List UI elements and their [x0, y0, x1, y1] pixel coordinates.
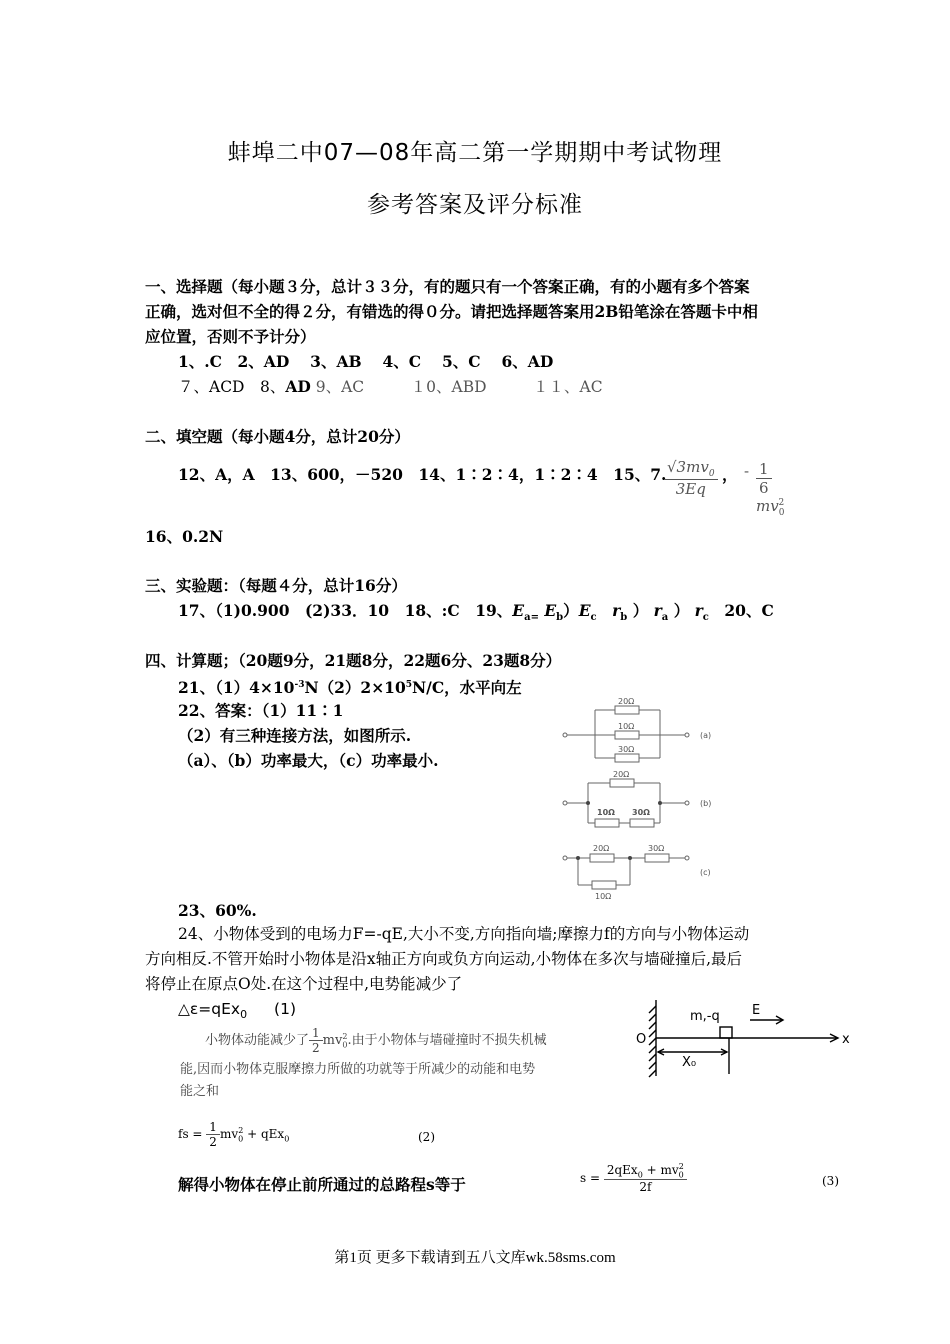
- section3-answers: 17、（1)0.900 (2)33．10 18、:C 19、$E_{a=}$ $E_b)E_c$ $r_b$ ） $r_a$ ） $r_c$ 20、C: [178, 601, 774, 624]
- circuit-c-r3: 10Ω: [595, 892, 612, 901]
- circuit-a-r3: 30Ω: [618, 745, 635, 754]
- circuit-a-label: (a): [700, 731, 712, 740]
- section1-answers-row2: ７、ACD 8、AD 9、AC １0、ABD １１、AC: [178, 377, 603, 396]
- section3-heading: 三、实验题：（每题４分，总计16分）: [145, 576, 407, 595]
- answer-22: 22、答案：（1）11∶1: [178, 701, 344, 720]
- answer-22-3: （a）、（b）功率最大，（c）功率最小.: [178, 751, 439, 770]
- kinetic-line1: 小物体动能减少了 $\frac{1}{2}$ $mv_0^2$.由于小物体与墙碰撞时不损失机械: [205, 1026, 547, 1055]
- section2-answers: 12、A，A 13、600，－520 14、1∶2∶4，1∶2∶4 15、7.: [178, 465, 667, 484]
- circuit-a-r2: 10Ω: [618, 722, 635, 731]
- kinetic-line2: 能,因而小物体克服摩擦力所做的功就等于所减少的动能和电势: [180, 1062, 536, 1077]
- equation-3: s = $\frac{2qEx_0 + mv_0^2}{2f}$: [580, 1162, 687, 1194]
- formula-comma: ，: [722, 465, 738, 484]
- section1-heading: 一、选择题（每小题３分，总计３３分，有的题只有一个答案正确，有的小题有多个答案: [145, 277, 750, 296]
- section1-line3: 应位置，否则不予计分）: [145, 327, 316, 346]
- circuit-diagrams: [560, 690, 730, 905]
- equation-3-number: (3): [822, 1174, 839, 1188]
- circuit-c-r2: 30Ω: [648, 844, 665, 853]
- equation-1: △ε=qEx$_0$ (1): [178, 1000, 296, 1022]
- answer-22-2: （2）有三种连接方法，如图所示.: [178, 726, 412, 745]
- page-title: 蚌埠二中07—08年高二第一学期期中考试物理: [227, 140, 723, 166]
- section4-heading: 四、计算题；（20题9分，21题8分，22题6分、23题8分）: [145, 651, 562, 670]
- figure-field: E: [752, 1003, 761, 1018]
- formula-15-a: $\frac{√3mv_0}{3Eq}$: [664, 458, 718, 498]
- circuit-c-r1: 20Ω: [593, 844, 610, 853]
- wall-field-figure: [632, 996, 862, 1080]
- figure-origin: O: [636, 1032, 647, 1047]
- circuit-b-label: (b): [700, 799, 712, 808]
- circuit-b-r1: 20Ω: [613, 770, 630, 779]
- answer-24: 24、小物体受到的电场力F=-qE,大小不变,方向指向墙;摩擦力f的方向与小物体运动 方向相反.不管开始时小物体是沿x轴正方向或负方向运动,小物体在多次与墙碰撞后,最后 将停止在原点O处.在这个过程中,电势能减少了: [145, 925, 750, 993]
- formula-15-b: $\frac{1}{6}$ $mv_0^2$: [756, 460, 785, 518]
- equation-2: fs = $\frac{1}{2}$ $mv_0^2 + qEx_0$: [178, 1120, 290, 1149]
- section1: [145, 274, 825, 349]
- answer-21: 21、$(1)4\times 10^{-3}N(2)2\times 10^5N/C$，水平向左: [178, 678, 522, 698]
- page-footer: 第1页 更多下载请到五八文库wk.58sms.com: [334, 1250, 616, 1266]
- answer-16: 16、0.2N: [145, 527, 224, 546]
- answer-23: 23、60%.: [178, 901, 257, 920]
- section2-heading: 二、填空题（每小题4分，总计20分）: [145, 427, 410, 446]
- section1-answers-row1: 1、.C 2、AD 3、AB 4、C 5、C 6、AD: [178, 352, 554, 371]
- kinetic-line3: 能之和: [180, 1084, 220, 1099]
- circuit-c-label: (c): [700, 868, 711, 877]
- circuit-a-r1: 20Ω: [618, 697, 635, 706]
- circuit-b-r3: 30Ω: [632, 808, 650, 817]
- page-subtitle: 参考答案及评分标准: [367, 192, 583, 218]
- equation-2-number: (2): [418, 1130, 435, 1144]
- section1-line2: 正确，选对但不全的得２分，有错选的得０分。请把选择题答案用2B铅笔涂在答题卡中相: [145, 302, 758, 321]
- circuit-b-r2: 10Ω: [597, 808, 615, 817]
- figure-axis: x: [842, 1032, 850, 1047]
- figure-mass: m,-q: [690, 1009, 720, 1024]
- solve-text: 解得小物体在停止前所通过的总路程s等于: [178, 1175, 466, 1194]
- figure-distance: X₀: [682, 1055, 697, 1070]
- formula-minus: -: [744, 462, 750, 480]
